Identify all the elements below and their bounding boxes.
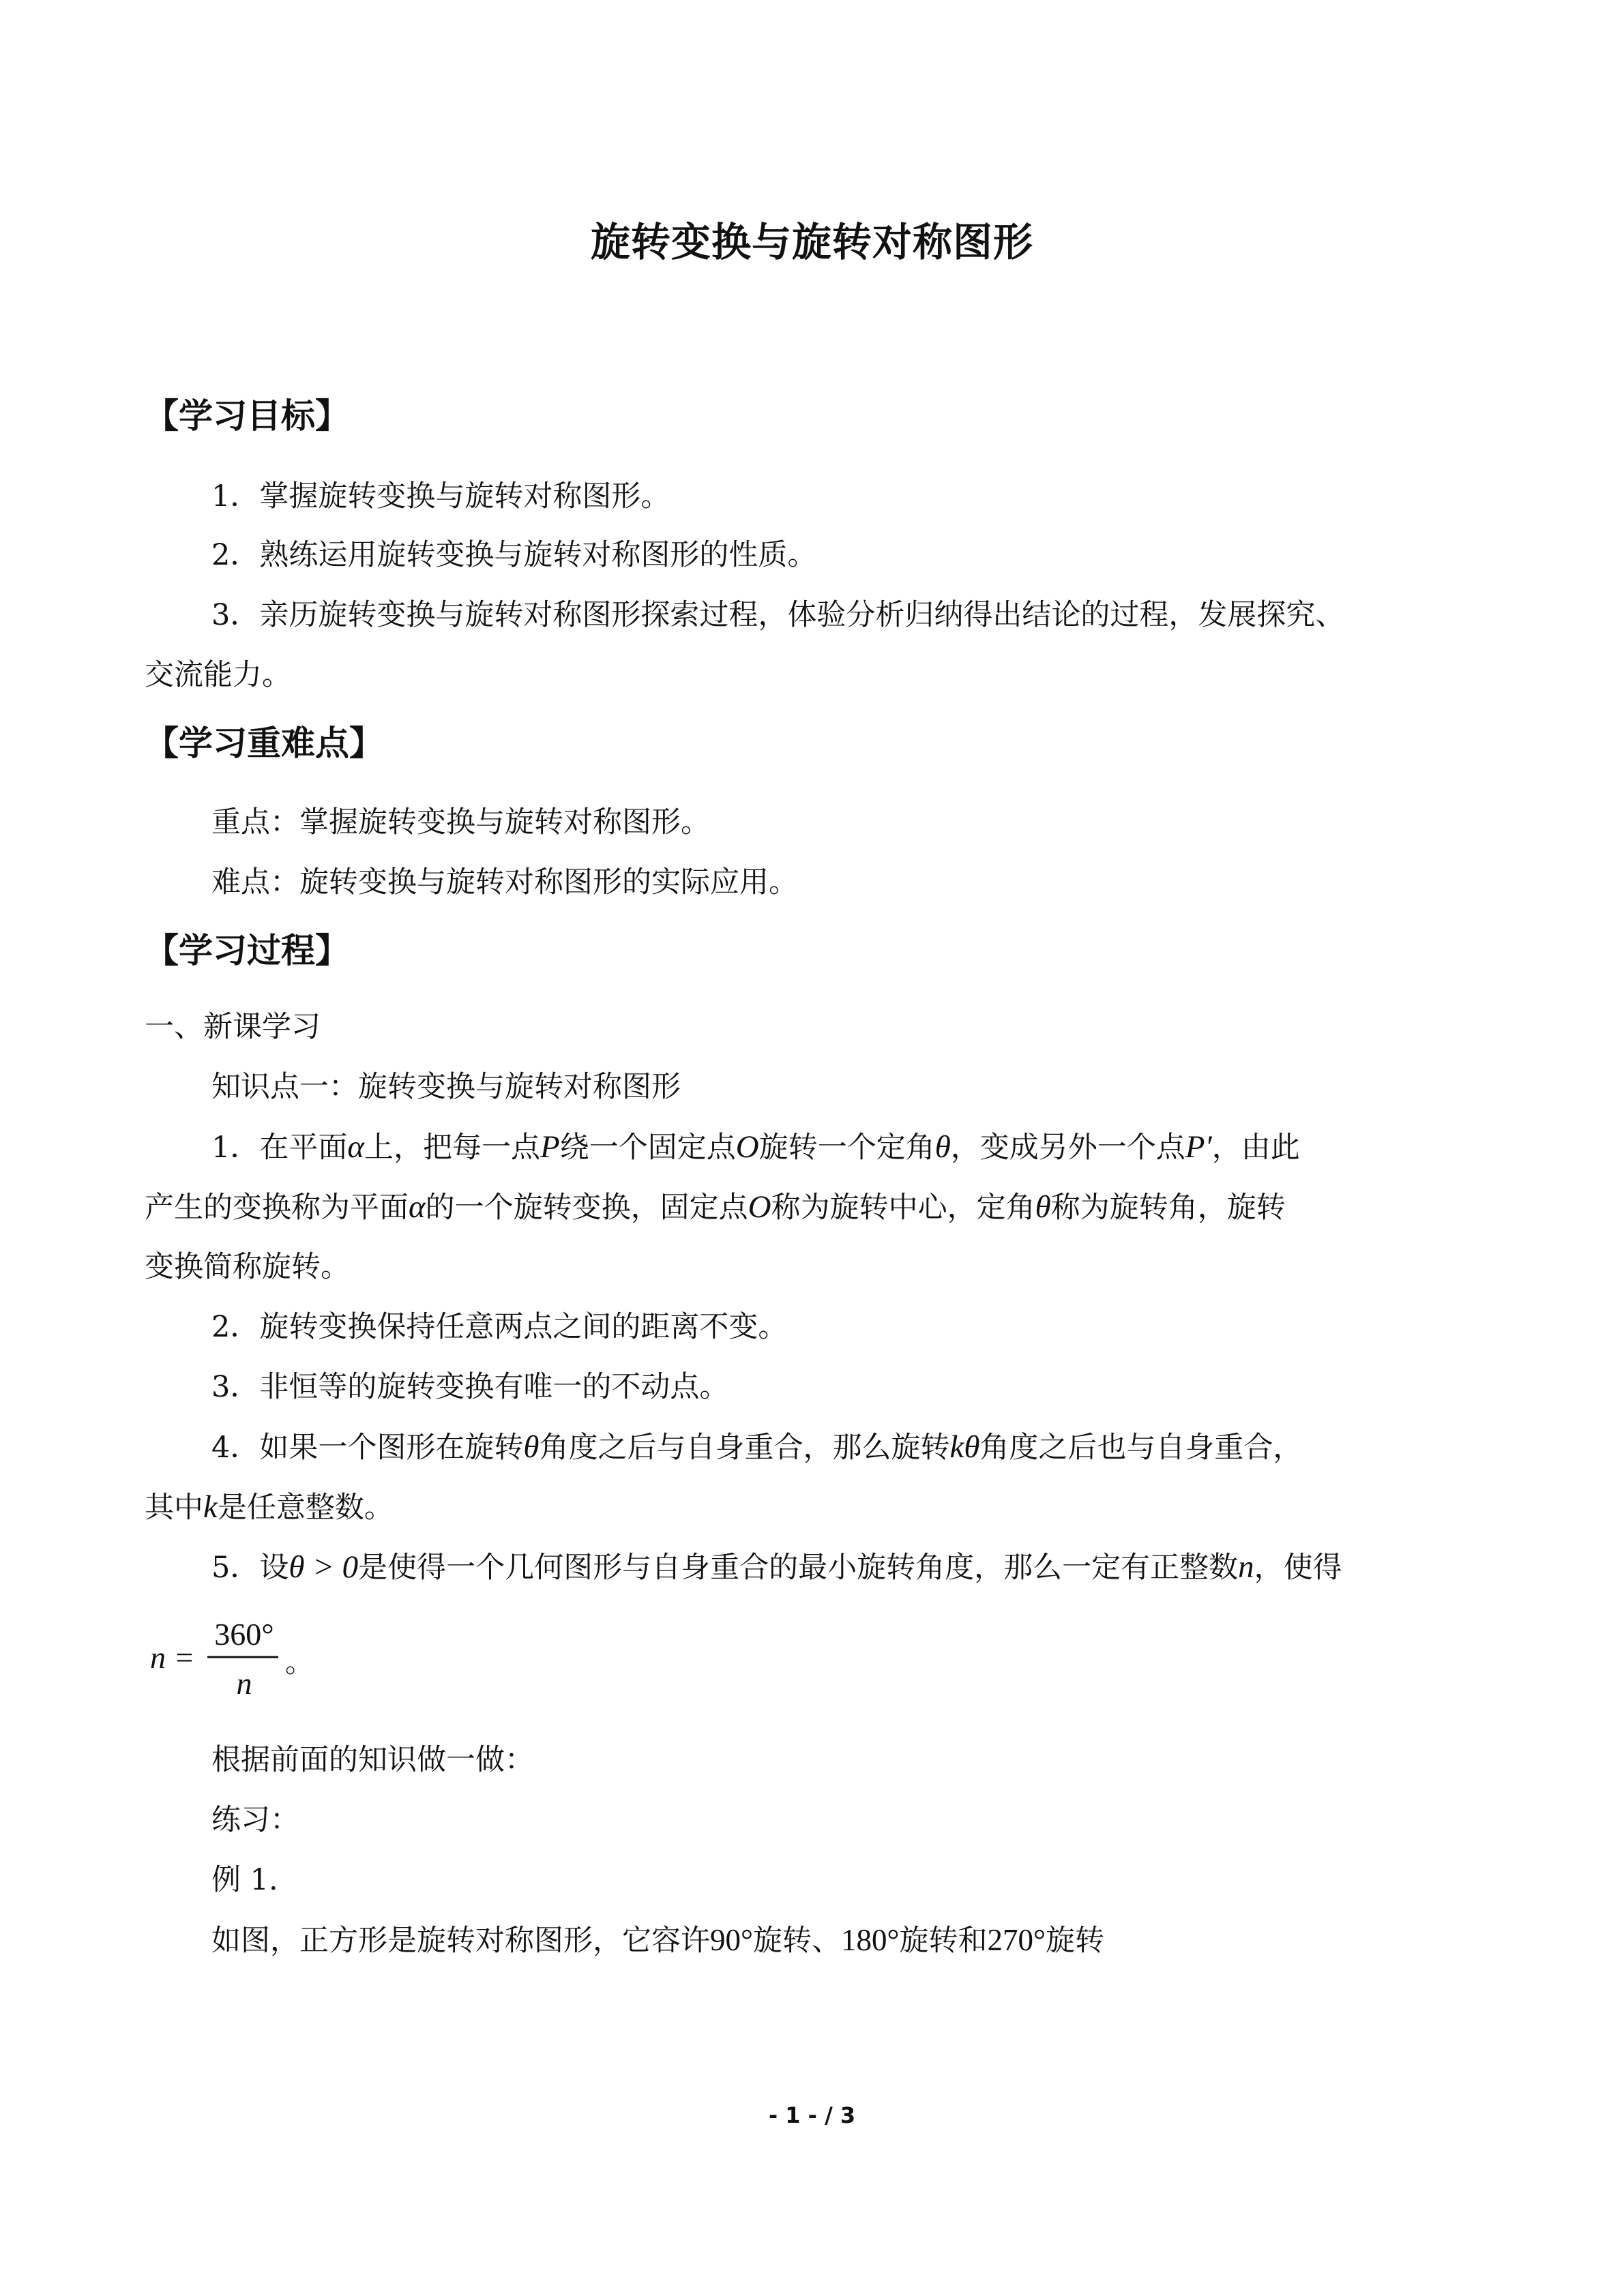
- knowledge-point: 知识点一：旋转变换与旋转对称图形: [211, 1070, 681, 1104]
- definition-line-1: 1．在平面α上，把每一点P绕一个固定点O旋转一个定角θ，变成另外一个点P′，由此: [211, 1129, 1300, 1165]
- objective-item-3-cont: 交流能力。: [145, 658, 291, 692]
- objective-item-2: 2．熟练运用旋转变换与旋转对称图形的性质。: [211, 538, 817, 572]
- process-heading: 【学习过程】: [145, 931, 349, 970]
- property-item-2: 2．旋转变换保持任意两点之间的距离不变。: [211, 1310, 788, 1344]
- theta-symbol: θ: [523, 1429, 540, 1465]
- formula-numerator: 360°: [214, 1617, 274, 1652]
- alpha-symbol: α: [347, 1129, 365, 1165]
- formula-lhs: n =: [150, 1640, 195, 1675]
- theta-symbol: θ: [934, 1129, 951, 1165]
- degree-270: 270°: [987, 1923, 1046, 1957]
- point-o: O: [748, 1189, 771, 1225]
- point-o: O: [735, 1129, 759, 1165]
- objectives-heading: 【学习目标】: [145, 396, 349, 436]
- important-point: 重点：掌握旋转变换与旋转对称图形。: [211, 805, 710, 839]
- formula-denominator: n: [236, 1666, 252, 1701]
- part-heading: 一、新课学习: [145, 1010, 321, 1044]
- example-label: 例 1.: [211, 1863, 278, 1897]
- n-symbol: n: [1238, 1549, 1254, 1585]
- property-item-5: 5．设θ > 0是使得一个几何图形与自身重合的最小旋转角度，那么一定有正整数n，使得: [211, 1549, 1342, 1585]
- point-p: P: [540, 1129, 560, 1165]
- page-number: - 1 - / 3: [768, 2102, 856, 2128]
- formula-period: 。: [285, 1645, 314, 1679]
- k-symbol: k: [203, 1489, 218, 1525]
- objective-item-1: 1．掌握旋转变换与旋转对称图形。: [211, 479, 670, 513]
- definition-line-2: 产生的变换称为平面α的一个旋转变换，固定点O称为旋转中心，定角θ称为旋转角，旋转: [145, 1189, 1286, 1225]
- property-item-4: 4．如果一个图形在旋转θ角度之后与自身重合，那么旋转kθ角度之后也与自身重合，: [211, 1429, 1303, 1465]
- theta-symbol: θ: [1035, 1189, 1051, 1225]
- practice-label: 练习：: [211, 1803, 299, 1837]
- formula-fraction: [149, 1609, 326, 1705]
- degree-180: 180°: [841, 1923, 900, 1957]
- example-text: 如图，正方形是旋转对称图形，它容许90°旋转、180°旋转和270°旋转: [211, 1923, 1104, 1958]
- alpha-symbol: α: [409, 1189, 426, 1225]
- point-p-prime: P′: [1185, 1129, 1212, 1165]
- theta-condition: θ > 0: [289, 1549, 359, 1585]
- difficult-point: 难点：旋转变换与旋转对称图形的实际应用。: [211, 865, 798, 899]
- k-theta-symbol: kθ: [949, 1429, 980, 1465]
- practice-intro: 根据前面的知识做一做：: [211, 1743, 534, 1777]
- definition-line-3: 变换简称旋转。: [145, 1250, 350, 1284]
- objective-item-3: 3．亲历旋转变换与旋转对称图形探索过程，体验分析归纳得出结论的过程，发展探究、: [211, 598, 1345, 632]
- keypoints-heading: 【学习重难点】: [145, 724, 383, 763]
- property-item-3: 3．非恒等的旋转变换有唯一的不动点。: [211, 1370, 729, 1404]
- degree-90: 90°: [710, 1923, 753, 1957]
- property-item-4-cont: 其中k是任意整数。: [145, 1489, 394, 1525]
- page-title: 旋转变换与旋转对称图形: [590, 219, 1033, 265]
